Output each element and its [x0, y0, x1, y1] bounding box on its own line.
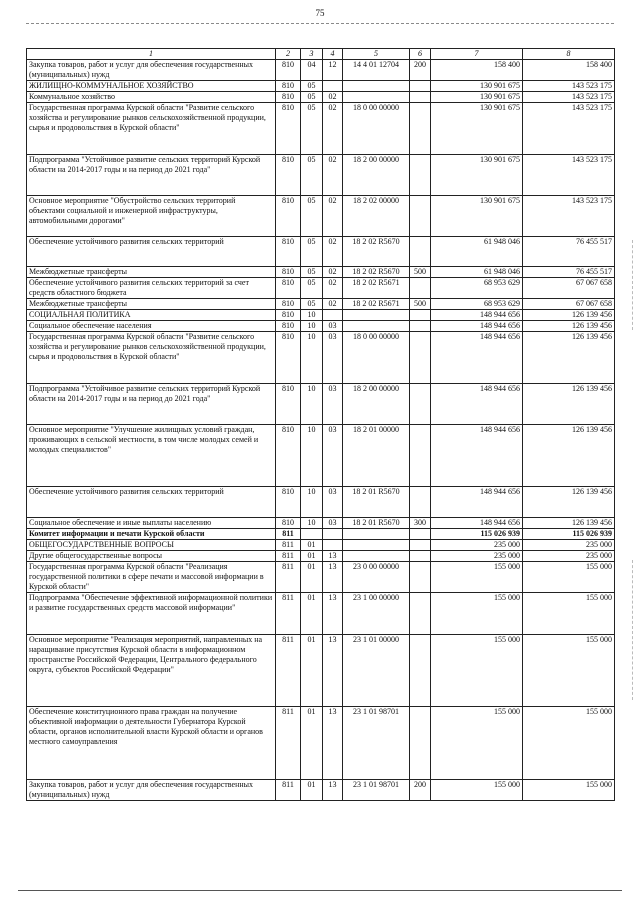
row-target-article: 18 2 02 R5671	[343, 299, 410, 310]
row-section-code: 10	[301, 518, 323, 529]
row-name: Социальное обеспечение и иные выплаты населению	[27, 518, 276, 529]
table-row	[27, 707, 615, 780]
row-expense-type	[410, 92, 431, 103]
row-ved-code: 810	[276, 103, 301, 155]
row-amount-year1: 148 944 656	[431, 518, 523, 529]
row-amount-year2: 126 139 456	[523, 487, 615, 518]
row-subsection-code	[323, 81, 343, 92]
row-target-article	[343, 321, 410, 332]
row-expense-type	[410, 332, 431, 384]
row-ved-code: 810	[276, 299, 301, 310]
row-ved-code: 810	[276, 384, 301, 425]
row-section-code: 05	[301, 92, 323, 103]
row-name: Основное мероприятие "Улучшение жилищных условий граждан, проживающих в сельской местности, в том числе молодых семей и молодых специалистов"	[27, 425, 276, 487]
row-name: Государственная программа Курской области "Развитие сельского хозяйства и регулирование рынков сельскохозяйственной продукции, сырья и продовольствия в Курской области"	[27, 103, 276, 155]
row-section-code: 10	[301, 425, 323, 487]
row-target-article: 18 2 02 R5671	[343, 278, 410, 299]
row-name: Основное мероприятие "Обустройство сельских территорий объектами социальной и инженерной инфраструктуры, автомобильными дорогами"	[27, 196, 276, 237]
row-target-article: 18 2 00 00000	[343, 155, 410, 196]
row-amount-year1: 130 901 675	[431, 196, 523, 237]
row-amount-year1: 61 948 046	[431, 237, 523, 267]
row-amount-year1: 158 400	[431, 60, 523, 81]
table-row	[27, 155, 615, 196]
row-expense-type	[410, 425, 431, 487]
table-row	[27, 635, 615, 707]
row-section-code: 01	[301, 707, 323, 780]
row-section-code: 10	[301, 332, 323, 384]
row-ved-code: 810	[276, 237, 301, 267]
row-name: ЖИЛИЩНО-КОММУНАЛЬНОЕ ХОЗЯЙСТВО	[27, 81, 276, 92]
row-expense-type	[410, 529, 431, 540]
row-amount-year2: 143 523 175	[523, 196, 615, 237]
table-row	[27, 60, 615, 81]
table-row	[27, 196, 615, 237]
row-section-code: 01	[301, 562, 323, 593]
row-subsection-code: 03	[323, 518, 343, 529]
row-subsection-code: 03	[323, 425, 343, 487]
right-margin-marks	[632, 240, 636, 330]
row-expense-type	[410, 310, 431, 321]
row-name: Подпрограмма "Устойчивое развитие сельских территорий Курской области на 2014-2017 годы и на период до 2021 года"	[27, 384, 276, 425]
row-target-article	[343, 92, 410, 103]
row-target-article: 23 1 01 98701	[343, 780, 410, 801]
row-name: Социальное обеспечение населения	[27, 321, 276, 332]
row-amount-year2: 126 139 456	[523, 384, 615, 425]
row-subsection-code: 03	[323, 487, 343, 518]
row-amount-year2: 76 455 517	[523, 237, 615, 267]
row-subsection-code: 03	[323, 384, 343, 425]
row-name: Комитет информации и печати Курской области	[27, 529, 276, 540]
row-amount-year2: 143 523 175	[523, 81, 615, 92]
row-subsection-code: 13	[323, 780, 343, 801]
row-subsection-code: 02	[323, 237, 343, 267]
row-amount-year1: 148 944 656	[431, 332, 523, 384]
row-amount-year2: 155 000	[523, 780, 615, 801]
row-target-article: 23 1 01 98701	[343, 707, 410, 780]
row-amount-year2: 126 139 456	[523, 310, 615, 321]
row-expense-type	[410, 551, 431, 562]
row-expense-type	[410, 81, 431, 92]
row-subsection-code: 02	[323, 92, 343, 103]
column-header: 8	[523, 49, 615, 60]
row-subsection-code: 13	[323, 551, 343, 562]
row-target-article: 18 2 02 00000	[343, 196, 410, 237]
row-subsection-code	[323, 529, 343, 540]
row-target-article: 18 0 00 00000	[343, 103, 410, 155]
row-expense-type	[410, 635, 431, 707]
row-amount-year2: 67 067 658	[523, 299, 615, 310]
row-amount-year1: 155 000	[431, 635, 523, 707]
row-section-code: 10	[301, 384, 323, 425]
table-row	[27, 278, 615, 299]
row-amount-year1: 148 944 656	[431, 384, 523, 425]
row-amount-year1: 155 000	[431, 562, 523, 593]
row-target-article: 18 2 01 R5670	[343, 487, 410, 518]
row-target-article: 18 2 01 R5670	[343, 518, 410, 529]
row-name: Коммунальное хозяйство	[27, 92, 276, 103]
row-name: Обеспечение устойчивого развития сельских территорий за счет средств областного бюджета	[27, 278, 276, 299]
row-section-code: 10	[301, 310, 323, 321]
row-expense-type	[410, 278, 431, 299]
table-row	[27, 540, 615, 551]
row-section-code: 10	[301, 487, 323, 518]
row-section-code: 05	[301, 267, 323, 278]
row-amount-year2: 126 139 456	[523, 518, 615, 529]
table-row	[27, 267, 615, 278]
row-subsection-code: 03	[323, 332, 343, 384]
row-name: Межбюджетные трансферты	[27, 267, 276, 278]
row-ved-code: 810	[276, 425, 301, 487]
row-ved-code: 810	[276, 321, 301, 332]
row-amount-year1: 155 000	[431, 780, 523, 801]
row-expense-type	[410, 707, 431, 780]
row-target-article: 18 2 01 00000	[343, 425, 410, 487]
row-target-article: 23 0 00 00000	[343, 562, 410, 593]
column-header: 5	[343, 49, 410, 60]
row-ved-code: 811	[276, 529, 301, 540]
row-expense-type	[410, 196, 431, 237]
row-amount-year1: 115 026 939	[431, 529, 523, 540]
row-section-code: 01	[301, 780, 323, 801]
table-row	[27, 321, 615, 332]
row-subsection-code: 13	[323, 707, 343, 780]
row-section-code: 01	[301, 540, 323, 551]
row-ved-code: 810	[276, 332, 301, 384]
row-amount-year1: 155 000	[431, 593, 523, 635]
column-header: 4	[323, 49, 343, 60]
table-row	[27, 384, 615, 425]
row-amount-year2: 155 000	[523, 707, 615, 780]
table-row	[27, 425, 615, 487]
bottom-divider	[18, 890, 622, 891]
row-expense-type	[410, 103, 431, 155]
row-expense-type	[410, 540, 431, 551]
row-ved-code: 810	[276, 155, 301, 196]
row-target-article	[343, 540, 410, 551]
row-expense-type	[410, 562, 431, 593]
row-target-article: 18 2 02 R5670	[343, 237, 410, 267]
column-header: 2	[276, 49, 301, 60]
row-target-article: 18 0 00 00000	[343, 332, 410, 384]
row-expense-type: 200	[410, 780, 431, 801]
row-target-article: 23 1 00 00000	[343, 593, 410, 635]
row-section-code: 05	[301, 81, 323, 92]
table-row	[27, 518, 615, 529]
row-name: Закупка товаров, работ и услуг для обеспечения государственных (муниципальных) нужд	[27, 60, 276, 81]
column-header: 1	[27, 49, 276, 60]
row-ved-code: 810	[276, 487, 301, 518]
row-amount-year2: 126 139 456	[523, 321, 615, 332]
row-target-article	[343, 529, 410, 540]
row-section-code: 05	[301, 103, 323, 155]
row-section-code: 01	[301, 593, 323, 635]
table-row	[27, 92, 615, 103]
row-target-article: 18 2 02 R5670	[343, 267, 410, 278]
row-name: Обеспечение устойчивого развития сельских территорий	[27, 237, 276, 267]
row-expense-type	[410, 593, 431, 635]
row-name: ОБЩЕГОСУДАРСТВЕННЫЕ ВОПРОСЫ	[27, 540, 276, 551]
table-row	[27, 487, 615, 518]
row-amount-year2: 67 067 658	[523, 278, 615, 299]
row-name: Государственная программа Курской области "Реализация государственной политики в сфере печати и массовой информации в Курской области"	[27, 562, 276, 593]
row-ved-code: 810	[276, 81, 301, 92]
row-amount-year1: 148 944 656	[431, 310, 523, 321]
row-name: СОЦИАЛЬНАЯ ПОЛИТИКА	[27, 310, 276, 321]
table-row	[27, 103, 615, 155]
row-subsection-code: 13	[323, 593, 343, 635]
row-subsection-code: 13	[323, 562, 343, 593]
row-subsection-code: 02	[323, 155, 343, 196]
row-section-code: 05	[301, 237, 323, 267]
row-amount-year1: 148 944 656	[431, 425, 523, 487]
row-ved-code: 810	[276, 60, 301, 81]
row-target-article: 14 4 01 12704	[343, 60, 410, 81]
row-name: Обеспечение устойчивого развития сельских территорий	[27, 487, 276, 518]
row-section-code: 05	[301, 299, 323, 310]
row-amount-year1: 155 000	[431, 707, 523, 780]
column-header: 6	[410, 49, 431, 60]
right-margin-marks	[632, 560, 636, 700]
row-subsection-code: 02	[323, 299, 343, 310]
row-section-code: 01	[301, 551, 323, 562]
row-amount-year1: 130 901 675	[431, 103, 523, 155]
row-name: Государственная программа Курской области "Развитие сельского хозяйства и регулирование рынков сельскохозяйственной продукции, сырья и продовольствия в Курской области"	[27, 332, 276, 384]
row-amount-year1: 148 944 656	[431, 321, 523, 332]
row-name: Основное мероприятие "Реализация мероприятий, направленных на наращивание присутствия Курской области в информационном пространстве Российской Федерации, Центрального федерального округа, субъектов Российской Федерации"	[27, 635, 276, 707]
row-ved-code: 810	[276, 310, 301, 321]
row-section-code: 05	[301, 278, 323, 299]
row-name: Обеспечение конституционного права граждан на получение объективной информации о деятельности Губернатора Курской области, органов исполнительной власти Курской области и органов местного самоуправления	[27, 707, 276, 780]
row-expense-type: 500	[410, 299, 431, 310]
row-expense-type: 500	[410, 267, 431, 278]
row-amount-year1: 235 000	[431, 551, 523, 562]
table-row	[27, 780, 615, 801]
row-amount-year2: 126 139 456	[523, 425, 615, 487]
row-amount-year2: 76 455 517	[523, 267, 615, 278]
budget-table	[26, 48, 615, 801]
row-amount-year2: 143 523 175	[523, 103, 615, 155]
row-target-article	[343, 551, 410, 562]
row-amount-year2: 143 523 175	[523, 92, 615, 103]
column-header: 3	[301, 49, 323, 60]
row-amount-year1: 130 901 675	[431, 92, 523, 103]
row-ved-code: 810	[276, 278, 301, 299]
table-row	[27, 593, 615, 635]
row-amount-year2: 155 000	[523, 562, 615, 593]
row-ved-code: 811	[276, 635, 301, 707]
row-subsection-code: 13	[323, 635, 343, 707]
row-amount-year2: 155 000	[523, 593, 615, 635]
row-ved-code: 810	[276, 518, 301, 529]
row-amount-year2: 115 026 939	[523, 529, 615, 540]
row-section-code: 01	[301, 635, 323, 707]
row-ved-code: 811	[276, 780, 301, 801]
row-subsection-code	[323, 540, 343, 551]
top-divider	[26, 23, 614, 24]
table-row	[27, 237, 615, 267]
row-ved-code: 811	[276, 540, 301, 551]
row-amount-year1: 61 948 046	[431, 267, 523, 278]
row-amount-year1: 235 000	[431, 540, 523, 551]
row-target-article: 23 1 01 00000	[343, 635, 410, 707]
row-amount-year1: 130 901 675	[431, 155, 523, 196]
row-amount-year2: 235 000	[523, 551, 615, 562]
row-amount-year2: 143 523 175	[523, 155, 615, 196]
row-name: Межбюджетные трансферты	[27, 299, 276, 310]
table-row	[27, 299, 615, 310]
row-ved-code: 811	[276, 562, 301, 593]
row-expense-type	[410, 237, 431, 267]
table-row	[27, 529, 615, 540]
row-expense-type: 200	[410, 60, 431, 81]
table-row	[27, 81, 615, 92]
row-name: Другие общегосударственные вопросы	[27, 551, 276, 562]
row-ved-code: 811	[276, 593, 301, 635]
row-target-article	[343, 310, 410, 321]
row-amount-year1: 148 944 656	[431, 487, 523, 518]
column-header: 7	[431, 49, 523, 60]
row-subsection-code: 03	[323, 321, 343, 332]
row-amount-year2: 235 000	[523, 540, 615, 551]
row-amount-year1: 68 953 629	[431, 278, 523, 299]
column-number-row	[27, 49, 615, 60]
row-expense-type	[410, 321, 431, 332]
row-amount-year2: 155 000	[523, 635, 615, 707]
table-row	[27, 332, 615, 384]
row-ved-code: 811	[276, 551, 301, 562]
row-expense-type	[410, 155, 431, 196]
row-name: Подпрограмма "Обеспечение эффективной информационной политики и развитие государственных средств массовой информации"	[27, 593, 276, 635]
table-row	[27, 562, 615, 593]
row-expense-type	[410, 487, 431, 518]
row-expense-type	[410, 384, 431, 425]
table-row	[27, 551, 615, 562]
row-amount-year1: 130 901 675	[431, 81, 523, 92]
page-number: 75	[315, 8, 325, 18]
row-expense-type: 300	[410, 518, 431, 529]
row-ved-code: 810	[276, 196, 301, 237]
row-amount-year2: 126 139 456	[523, 332, 615, 384]
row-section-code	[301, 529, 323, 540]
table-row	[27, 310, 615, 321]
row-amount-year1: 68 953 629	[431, 299, 523, 310]
row-subsection-code: 02	[323, 196, 343, 237]
row-section-code: 05	[301, 155, 323, 196]
row-target-article: 18 2 00 00000	[343, 384, 410, 425]
row-name: Подпрограмма "Устойчивое развитие сельских территорий Курской области на 2014-2017 годы и на период до 2021 года"	[27, 155, 276, 196]
row-subsection-code: 02	[323, 278, 343, 299]
row-ved-code: 810	[276, 92, 301, 103]
row-target-article	[343, 81, 410, 92]
row-name: Закупка товаров, работ и услуг для обеспечения государственных (муниципальных) нужд	[27, 780, 276, 801]
row-subsection-code: 02	[323, 103, 343, 155]
row-ved-code: 811	[276, 707, 301, 780]
row-section-code: 05	[301, 196, 323, 237]
row-subsection-code: 02	[323, 267, 343, 278]
row-subsection-code	[323, 310, 343, 321]
row-amount-year2: 158 400	[523, 60, 615, 81]
row-section-code: 04	[301, 60, 323, 81]
row-ved-code: 810	[276, 267, 301, 278]
row-section-code: 10	[301, 321, 323, 332]
row-subsection-code: 12	[323, 60, 343, 81]
